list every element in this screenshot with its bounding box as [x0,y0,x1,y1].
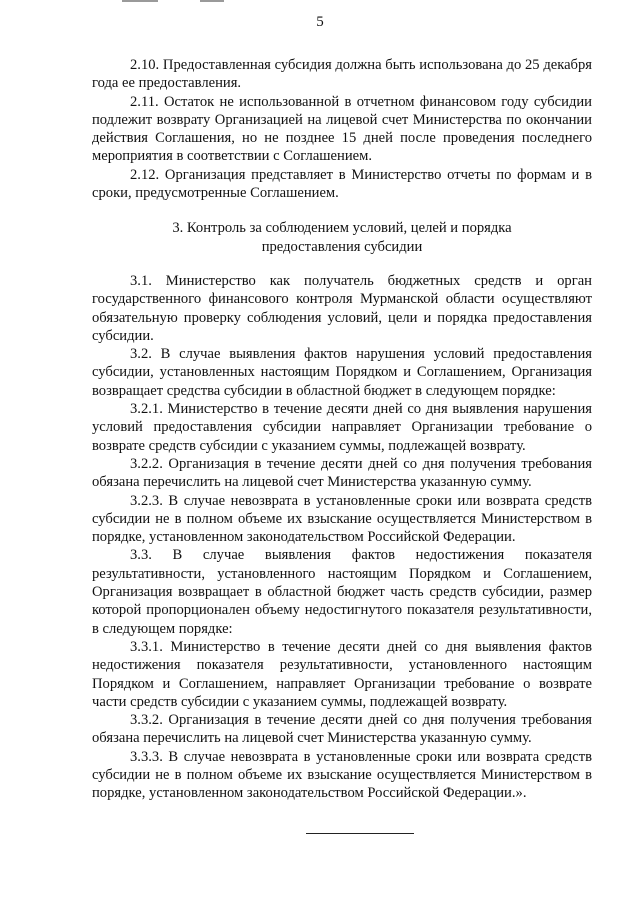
scan-edge-mark [200,0,224,2]
paragraph-3-3: 3.3. В случае выявления фактов недостижения показателя результативности, установленного настоящим Порядком и Соглашением, Организация возвращает в областной бюджет часть средств субсидии, размер которой пропорционален объему недостигнутого показателя результативности, в следующем порядке: [92,547,592,637]
section-heading [92,219,592,256]
paragraph-3-2-2: 3.2.2. Организация в течение десяти дней со дня получения требования обязана перечислить на лицевой счет Министерства указанную сумму. [92,455,592,491]
section-heading-line-1: 3. Контроль за соблюдением условий, целей и порядка [172,220,512,237]
paragraph-2-11: 2.11. Остаток не использованной в отчетном финансовом году субсидии подлежит возврату Организацией на лицевой счет Министерства по окончании действия Соглашения, но не позднее 15 дней после проведения последнего мероприятия в соответствии с Соглашением. [92,93,592,165]
paragraph-2-10: 2.10. Предоставленная субсидия должна быть использована до 25 декабря года ее предоставления. [92,57,592,92]
section-heading-line-2: предоставления субсидии [261,238,423,255]
paragraph-2-12: 2.12. Организация представляет в Министерство отчеты по формам и в сроки, предусмотренные Соглашением. [92,166,592,202]
paragraph-3-3-1: 3.3.1. Министерство в течение десяти дней со дня выявления фактов недостижения показателя результативности, установленного настоящим Порядком и Соглашением, направляет Организации требование о возврате части средств субсидии с указанием суммы, подлежащей возврату. [92,638,592,710]
paragraph-3-2-1: 3.2.1. Министерство в течение десяти дней со дня выявления нарушения условий предоставления субсидии направляет Организации требование о возврате средств субсидии с указанием суммы, подлежащей возврату. [92,401,592,454]
paragraph-3-3-3: 3.3.3. В случае невозврата в установленные сроки или возврата средств субсидии не в полном объеме их взыскание осуществляется Министерством в порядке, установленном законодательством Российской Федерации.». [92,748,592,802]
paragraph-3-2: 3.2. В случае выявления фактов нарушения условий предоставления субсидии, установленных настоящим Порядком и Соглашением, Организация возвращает средства субсидии в областной бюджет в следующем порядке: [92,346,592,399]
page-number: 5 [316,14,324,30]
paragraph-3-3-2: 3.3.2. Организация в течение десяти дней со дня получения требования обязана перечислить на лицевой счет Министерства указанную сумму. [92,712,592,747]
paragraph-3-2-3: 3.2.3. В случае невозврата в установленные сроки или возврата средств субсидии не в полном объеме их взыскание осуществляется Министерством в порядке, установленном законодательством Российской Федерации. [92,492,592,546]
paragraph-3-1: 3.1. Министерство как получатель бюджетных средств и орган государственного финансового контроля Мурманской области осуществляют обязательную проверку соблюдения условий, цели и порядка предоставления субсидии. [92,272,592,344]
document-body [92,56,592,803]
end-of-text-rule [306,833,414,834]
scan-edge-mark [122,0,158,2]
